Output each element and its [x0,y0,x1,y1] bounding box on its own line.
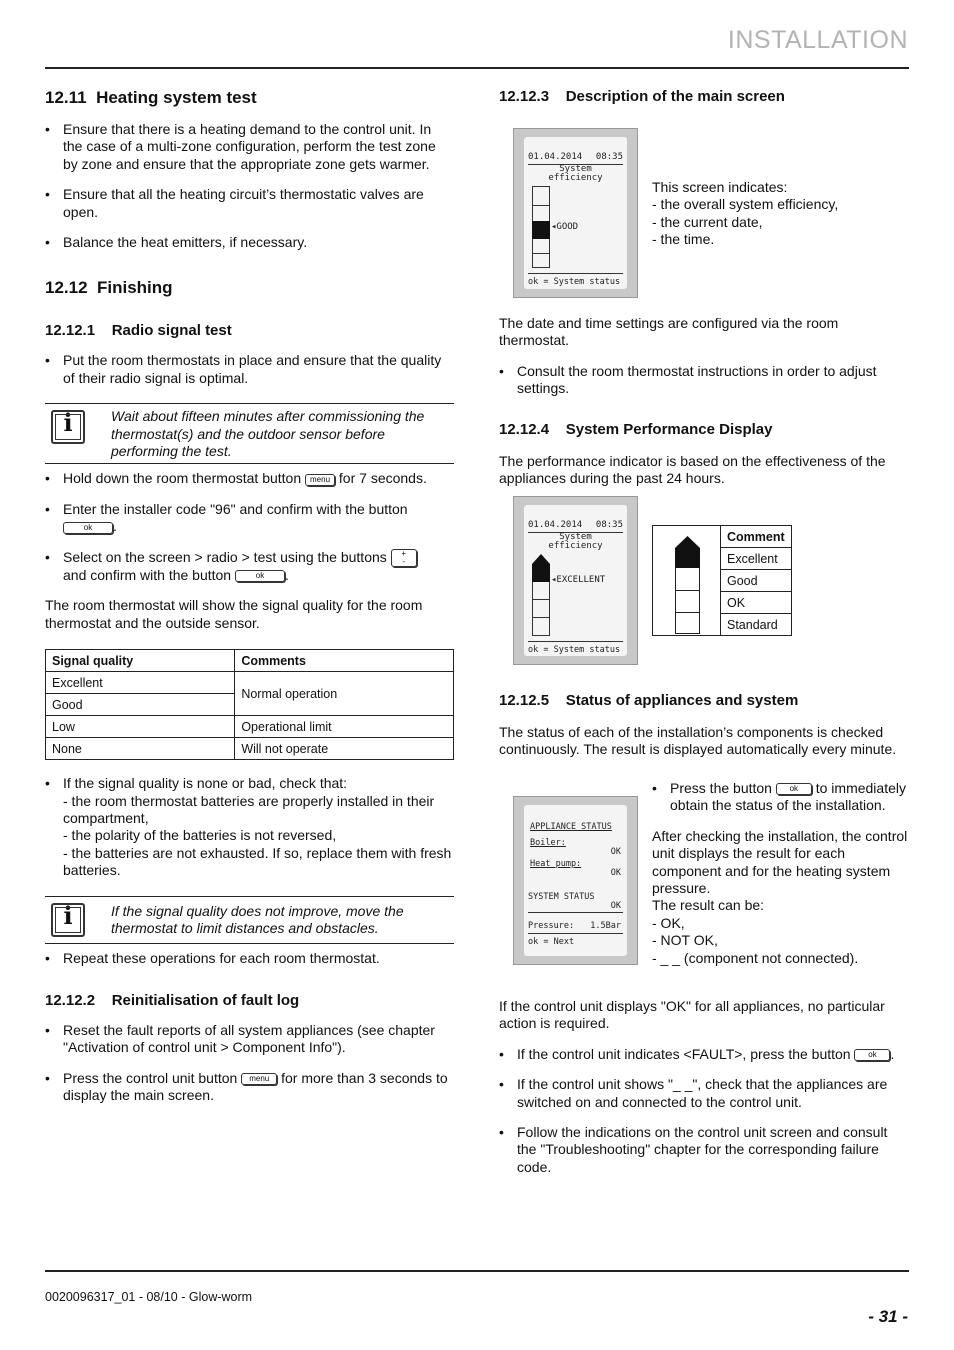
list-item: • If the signal quality is none or bad, check that: - the room thermostat batteries are properly installed in their compartment, - the polarity of the batteries is not reversed, - the batteries are not exhausted. If so, replace them with fresh batteries. [45,775,454,879]
plus-minus-key-icon: + - [391,549,417,567]
list-item: • Press the control unit button menu for more than 3 seconds to display the main screen. [45,1070,454,1105]
screen-time: 08:35 [595,520,623,530]
list-item: • Put the room thermostats in place and ensure that the quality of their radio signal is optimal. [45,352,454,387]
header-rule [45,67,909,69]
list-item: • Reset the fault reports of all system appliances (see chapter "Activation of control unit > Component Info"). [45,1022,454,1057]
table-cell: Normal operation [235,672,454,716]
screen-date: 01.04.2014 [528,152,583,162]
ok-key-icon: ok [854,1049,890,1061]
table-cell: None [46,738,235,760]
signal-quality-table [45,649,454,760]
table-row [721,570,792,592]
screen-date: 01.04.2014 [528,520,583,530]
table-row [721,548,792,570]
table-row [721,614,792,636]
info-note: i Wait about fifteen minutes after commissioning the thermostat(s) and the outdoor sensor before performing the test. [45,403,454,464]
section-12-11-heading: 12.11 Heating system test [45,88,257,107]
section-12-12-3-heading: 12.12.3 Description of the main screen [499,88,785,105]
table-cell: Excellent [721,548,792,570]
table-cell: Good [721,570,792,592]
screen-footer: ok = System status [528,277,621,287]
table-cell: Standard [721,614,792,636]
table-row [721,592,792,614]
ok-key-icon: ok [63,522,113,534]
footer-doc-ref: 0020096317_01 - 08/10 - Glow-worm [45,1290,253,1304]
list-item: • Ensure that all the heating circuit’s thermostatic valves are open. [45,186,454,221]
paragraph: If the control unit displays "OK" for all appliances, no particular action is required. [499,998,885,1032]
list-item: • Enter the installer code "96" and confirm with the button ok . [45,501,454,536]
section-12-12-5-heading: 12.12.5 Status of appliances and system [499,692,799,709]
section-12-12-2-heading: 12.12.2 Reinitialisation of fault log [45,991,300,1009]
screen-title: APPLIANCE STATUS [530,822,612,832]
table-cell: Good [46,694,235,716]
table-row [46,738,454,760]
table-header-cell: Signal quality [46,650,235,672]
table-cell: Excellent [46,672,235,694]
section-12-12-1-heading: 12.12.1 Radio signal test [45,322,232,340]
section-12-12-heading: 12.12 Finishing [45,278,173,298]
list-item: • Press the button ok to immediately obtain the status of the installation. [652,780,910,815]
paragraph: The date and time settings are configured via the room thermostat. [499,315,839,349]
table-header-cell: Comment [721,526,792,548]
menu-key-icon: menu [241,1073,277,1085]
efficiency-level: GOOD [556,222,579,232]
table-row [46,716,454,738]
ok-key-icon: ok [235,570,285,582]
efficiency-level: EXCELLENT [556,575,606,585]
table-cell: Will not operate [235,738,454,760]
footer-rule [45,1270,909,1272]
left-column [45,86,454,1104]
info-icon: i [51,410,85,444]
page-number: - 31 - [868,1307,908,1326]
screen-footer: ok = Next [528,937,575,947]
info-icon: i [51,903,85,937]
list-item: • If the control unit shows "_ _", check that the appliances are switched on and connected to the control unit. [499,1076,909,1111]
paragraph: The performance indicator is based on the effectiveness of the appliances during the past 24 hours. [499,453,886,487]
table-row [46,672,454,694]
paragraph: The status of each of the installation’s components is checked continuously. The result is displayed automatically every minute. [499,724,897,758]
list-item: • Follow the indications on the control unit screen and consult the "Troubleshooting" chapter for the corresponding failure code. [499,1124,909,1176]
section-12-12-4-heading: 12.12.4 System Performance Display [499,421,773,438]
list-item: • Repeat these operations for each room thermostat. [45,950,454,967]
excellent-level-arrow-icon [532,554,550,582]
table-header-row [721,526,792,548]
paragraph: The room thermostat will show the signal quality for the room thermostat and the outside sensor. [45,597,423,631]
screen-description: This screen indicates: - the overall system efficiency, - the current date, - the time. [652,179,839,248]
table-header-row [46,650,454,672]
table-cell: Low [46,716,235,738]
main-screen-image: 01.04.2014 08:35 System efficiency ◂GOOD ok = System status [513,128,638,298]
gauge-top-arrow-icon [675,536,700,568]
screen-footer: ok = System status [528,645,621,655]
list-item: • Ensure that there is a heating demand to the control unit. In the case of a multi-zone configuration, perform the test zone by zone and ensure that the appropriate zone gets warmer. [45,121,454,173]
ok-key-icon: ok [776,783,812,795]
list-item: • Hold down the room thermostat button menu for 7 seconds. [45,470,454,487]
list-item: • Select on the screen > radio > test using the buttons + - and confirm with the button ok . [45,549,454,585]
table-cell: OK [721,592,792,614]
list-item: • Balance the heat emitters, if necessary. [45,234,454,251]
list-item: • If the control unit indicates <FAULT>, press the button ok . [499,1046,909,1063]
screen-time: 08:35 [595,152,623,162]
info-note: i If the signal quality does not improve, move the thermostat to limit distances and obstacles. [45,896,454,945]
table-cell: Operational limit [235,716,454,738]
menu-key-icon: menu [305,474,335,486]
list-item: • Consult the room thermostat instructions in order to adjust settings. [499,363,909,398]
appliance-status-screen-image: APPLIANCE STATUS Boiler: OK Heat pump: OK SYSTEM STATUS OK Pressure: 1.5Bar ok = Next [513,796,638,965]
performance-screen-image: 01.04.2014 08:35 System efficiency ◂EXCELLENT ok = System status [513,496,638,665]
header-title: INSTALLATION [727,26,908,54]
table-header-cell: Comments [235,650,454,672]
